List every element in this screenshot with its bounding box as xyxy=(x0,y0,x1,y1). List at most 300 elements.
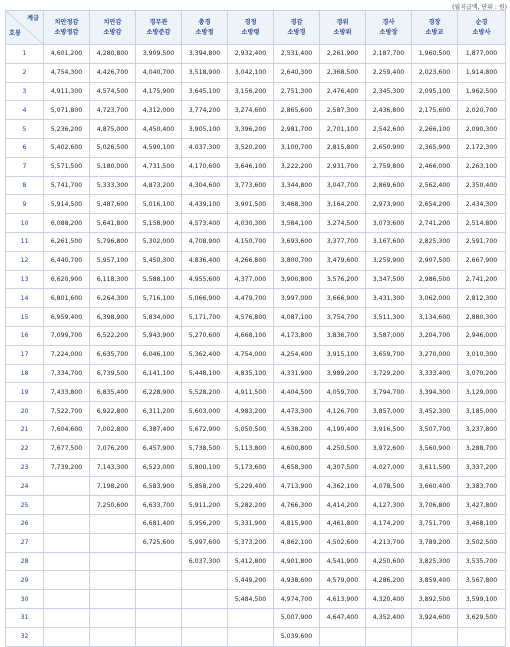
salary-cell xyxy=(90,571,136,590)
salary-cell: 4,254,400 xyxy=(274,345,320,364)
salary-cell: 3,924,600 xyxy=(412,608,458,627)
salary-cell: 3,134,600 xyxy=(412,308,458,327)
step-cell: 32 xyxy=(6,627,44,646)
fire-rank-label: 소방경 xyxy=(287,28,306,36)
salary-cell: 7,250,600 xyxy=(90,496,136,515)
salary-cell: 3,989,200 xyxy=(320,364,366,383)
salary-cell xyxy=(44,477,90,496)
salary-cell: 2,654,200 xyxy=(412,195,458,214)
table-row xyxy=(6,270,506,289)
salary-cell: 6,228,900 xyxy=(136,383,182,402)
salary-cell xyxy=(458,627,506,646)
salary-cell: 3,507,700 xyxy=(412,420,458,439)
salary-cell: 4,461,800 xyxy=(320,514,366,533)
salary-cell: 1,914,800 xyxy=(458,63,506,82)
salary-cell: 5,270,600 xyxy=(182,326,228,345)
salary-cell: 1,877,000 xyxy=(458,45,506,64)
salary-cell: 3,344,800 xyxy=(274,176,320,195)
salary-cell: 3,062,000 xyxy=(412,289,458,308)
salary-cell: 3,164,200 xyxy=(320,195,366,214)
step-cell: 9 xyxy=(6,195,44,214)
salary-table xyxy=(5,10,506,647)
salary-cell: 2,759,800 xyxy=(366,157,412,176)
salary-cell: 3,468,300 xyxy=(274,195,320,214)
salary-cell: 7,224,000 xyxy=(44,345,90,364)
salary-cell: 2,701,100 xyxy=(320,120,366,139)
salary-cell: 4,286,200 xyxy=(366,571,412,590)
salary-cell: 5,071,800 xyxy=(44,101,90,120)
salary-cell: 3,274,600 xyxy=(228,101,274,120)
salary-cell: 4,150,700 xyxy=(228,232,274,251)
salary-cell: 4,078,500 xyxy=(366,477,412,496)
salary-cell: 3,452,300 xyxy=(412,402,458,421)
salary-cell: 4,754,300 xyxy=(44,63,90,82)
salary-cell: 2,020,700 xyxy=(458,101,506,120)
salary-cell: 2,562,400 xyxy=(412,176,458,195)
salary-cell: 3,646,100 xyxy=(228,157,274,176)
salary-cell: 3,511,300 xyxy=(366,308,412,327)
salary-cell: 7,143,300 xyxy=(90,458,136,477)
salary-cell: 4,027,000 xyxy=(366,458,412,477)
salary-cell: 4,590,100 xyxy=(136,138,182,157)
step-cell: 21 xyxy=(6,420,44,439)
table-row xyxy=(6,214,506,233)
step-cell: 11 xyxy=(6,232,44,251)
salary-cell: 4,173,800 xyxy=(274,326,320,345)
salary-cell: 2,907,500 xyxy=(412,251,458,270)
salary-cell: 2,825,300 xyxy=(412,232,458,251)
salary-cell: 6,037,300 xyxy=(182,552,228,571)
salary-cell: 4,835,100 xyxy=(228,364,274,383)
step-cell: 28 xyxy=(6,552,44,571)
salary-cell: 6,583,900 xyxy=(136,477,182,496)
fire-rank-label: 소방령 xyxy=(241,28,260,36)
salary-cell: 2,434,300 xyxy=(458,195,506,214)
salary-cell: 5,672,900 xyxy=(182,420,228,439)
police-rank-label: 경정 xyxy=(244,18,257,26)
salary-cell: 2,932,400 xyxy=(228,45,274,64)
step-cell: 10 xyxy=(6,214,44,233)
police-rank-label: 순경 xyxy=(475,18,488,26)
salary-cell: 5,302,000 xyxy=(136,232,182,251)
salary-cell: 3,394,800 xyxy=(182,45,228,64)
fire-rank-label: 소방감 xyxy=(103,28,122,36)
salary-cell: 5,007,900 xyxy=(274,608,320,627)
salary-cell: 3,584,100 xyxy=(274,214,320,233)
salary-cell: 5,796,800 xyxy=(90,232,136,251)
salary-cell: 3,396,200 xyxy=(228,120,274,139)
salary-cell: 6,959,400 xyxy=(44,308,90,327)
salary-cell: 3,394,300 xyxy=(412,383,458,402)
salary-cell: 3,070,200 xyxy=(458,364,506,383)
salary-cell: 3,479,600 xyxy=(320,251,366,270)
salary-cell: 3,468,100 xyxy=(458,514,506,533)
rank-header xyxy=(458,11,506,45)
salary-cell: 2,261,900 xyxy=(320,45,366,64)
salary-cell: 3,383,700 xyxy=(458,477,506,496)
table-row xyxy=(6,326,506,345)
salary-cell: 5,282,200 xyxy=(228,496,274,515)
salary-cell: 4,331,900 xyxy=(274,364,320,383)
salary-cell: 5,956,200 xyxy=(182,514,228,533)
salary-cell: 4,613,900 xyxy=(320,590,366,609)
salary-cell: 3,167,600 xyxy=(366,232,412,251)
salary-cell: 6,522,200 xyxy=(90,326,136,345)
rank-header xyxy=(136,11,182,45)
salary-cell: 6,801,600 xyxy=(44,289,90,308)
salary-cell: 3,659,700 xyxy=(366,345,412,364)
salary-cell: 3,754,700 xyxy=(320,308,366,327)
salary-cell: 2,259,400 xyxy=(366,63,412,82)
corner-header xyxy=(6,11,44,45)
salary-cell: 3,560,900 xyxy=(412,439,458,458)
salary-cell: 5,588,100 xyxy=(136,270,182,289)
salary-cell: 2,345,300 xyxy=(366,82,412,101)
salary-cell: 7,198,200 xyxy=(90,477,136,496)
salary-cell: 4,723,700 xyxy=(90,101,136,120)
salary-cell xyxy=(90,514,136,533)
fire-rank-label: 소방정감 xyxy=(54,28,79,36)
header-row xyxy=(6,11,506,45)
salary-cell: 5,800,100 xyxy=(182,458,228,477)
salary-cell: 4,502,600 xyxy=(320,533,366,552)
salary-cell: 3,666,900 xyxy=(320,289,366,308)
salary-cell: 4,404,500 xyxy=(274,383,320,402)
salary-cell: 4,541,900 xyxy=(320,552,366,571)
salary-cell: 5,997,600 xyxy=(182,533,228,552)
salary-cell: 2,751,300 xyxy=(274,82,320,101)
salary-cell: 3,185,000 xyxy=(458,402,506,421)
police-rank-label: 경위 xyxy=(336,18,349,26)
table-row xyxy=(6,251,506,270)
salary-cell: 3,377,700 xyxy=(320,232,366,251)
salary-cell: 4,479,700 xyxy=(228,289,274,308)
step-cell: 14 xyxy=(6,289,44,308)
salary-cell xyxy=(90,590,136,609)
salary-cell: 4,862,100 xyxy=(274,533,320,552)
salary-cell: 7,099,700 xyxy=(44,326,90,345)
salary-cell: 2,368,500 xyxy=(320,63,366,82)
salary-cell: 3,073,600 xyxy=(366,214,412,233)
table-row xyxy=(6,120,506,139)
salary-cell: 6,118,300 xyxy=(90,270,136,289)
salary-cell: 3,576,200 xyxy=(320,270,366,289)
salary-cell: 2,476,400 xyxy=(320,82,366,101)
table-row xyxy=(6,138,506,157)
salary-cell: 4,473,300 xyxy=(274,402,320,421)
table-body xyxy=(6,45,506,647)
table-row xyxy=(6,232,506,251)
corner-rank-label: 계급 xyxy=(27,15,39,22)
salary-cell xyxy=(228,627,274,646)
salary-cell: 4,754,000 xyxy=(228,345,274,364)
salary-cell: 4,836,400 xyxy=(182,251,228,270)
salary-cell: 2,090,300 xyxy=(458,120,506,139)
salary-cell: 5,373,200 xyxy=(228,533,274,552)
salary-cell: 3,836,700 xyxy=(320,326,366,345)
salary-cell: 5,834,000 xyxy=(136,308,182,327)
salary-cell: 5,450,300 xyxy=(136,251,182,270)
salary-cell xyxy=(412,627,458,646)
salary-cell: 3,857,000 xyxy=(366,402,412,421)
salary-cell: 4,030,300 xyxy=(228,214,274,233)
salary-cell xyxy=(320,627,366,646)
table-row xyxy=(6,82,506,101)
table-row xyxy=(6,63,506,82)
salary-cell: 4,352,400 xyxy=(366,608,412,627)
table-row xyxy=(6,458,506,477)
salary-cell: 6,681,400 xyxy=(136,514,182,533)
salary-cell: 4,911,500 xyxy=(228,383,274,402)
step-cell: 1 xyxy=(6,45,44,64)
salary-cell: 4,708,900 xyxy=(182,232,228,251)
salary-cell xyxy=(44,533,90,552)
unit-note: (월지급액, 단위 : 원) xyxy=(452,4,507,11)
step-cell: 27 xyxy=(6,533,44,552)
salary-cell: 5,448,100 xyxy=(182,364,228,383)
rank-header xyxy=(44,11,90,45)
salary-cell xyxy=(90,552,136,571)
table-row xyxy=(6,289,506,308)
salary-cell: 3,751,700 xyxy=(412,514,458,533)
salary-cell: 5,180,000 xyxy=(90,157,136,176)
salary-cell: 2,931,700 xyxy=(320,157,366,176)
table-row xyxy=(6,364,506,383)
salary-cell: 2,741,200 xyxy=(412,214,458,233)
step-cell: 8 xyxy=(6,176,44,195)
salary-cell: 4,668,100 xyxy=(228,326,274,345)
salary-cell: 3,587,000 xyxy=(366,326,412,345)
salary-cell: 3,274,500 xyxy=(320,214,366,233)
salary-cell: 3,204,700 xyxy=(412,326,458,345)
salary-cell xyxy=(182,627,228,646)
salary-cell: 4,815,900 xyxy=(274,514,320,533)
table-row xyxy=(6,590,506,609)
step-cell: 17 xyxy=(6,345,44,364)
salary-cell: 3,518,900 xyxy=(182,63,228,82)
salary-cell: 3,773,600 xyxy=(228,176,274,195)
rank-header xyxy=(366,11,412,45)
salary-cell xyxy=(182,608,228,627)
salary-cell: 3,156,200 xyxy=(228,82,274,101)
salary-cell: 5,026,500 xyxy=(90,138,136,157)
salary-cell: 2,023,600 xyxy=(412,63,458,82)
salary-cell: 4,574,500 xyxy=(90,82,136,101)
step-cell: 30 xyxy=(6,590,44,609)
fire-rank-label: 소방장 xyxy=(379,28,398,36)
salary-cell: 3,825,300 xyxy=(412,552,458,571)
salary-cell xyxy=(136,608,182,627)
salary-cell: 7,076,200 xyxy=(90,439,136,458)
step-cell: 4 xyxy=(6,101,44,120)
salary-cell: 4,059,700 xyxy=(320,383,366,402)
salary-cell: 6,725,600 xyxy=(136,533,182,552)
salary-cell: 2,981,700 xyxy=(274,120,320,139)
salary-cell: 5,449,200 xyxy=(228,571,274,590)
salary-cell: 5,039,600 xyxy=(274,627,320,646)
salary-cell: 3,222,200 xyxy=(274,157,320,176)
step-cell: 3 xyxy=(6,82,44,101)
salary-cell: 3,042,100 xyxy=(228,63,274,82)
police-rank-label: 경장 xyxy=(428,18,441,26)
salary-cell: 3,859,400 xyxy=(412,571,458,590)
fire-rank-label: 소방정 xyxy=(195,28,214,36)
salary-cell: 6,457,900 xyxy=(136,439,182,458)
table-row xyxy=(6,176,506,195)
salary-cell xyxy=(44,514,90,533)
salary-cell: 6,835,400 xyxy=(90,383,136,402)
table-row xyxy=(6,514,506,533)
table-row xyxy=(6,308,506,327)
salary-cell: 4,250,500 xyxy=(320,439,366,458)
salary-cell: 2,542,600 xyxy=(366,120,412,139)
step-cell: 13 xyxy=(6,270,44,289)
rank-header xyxy=(182,11,228,45)
salary-cell: 5,738,500 xyxy=(182,439,228,458)
table-row xyxy=(6,608,506,627)
salary-cell: 4,312,000 xyxy=(136,101,182,120)
salary-cell: 6,046,100 xyxy=(136,345,182,364)
salary-cell: 2,531,400 xyxy=(274,45,320,64)
salary-cell: 4,174,200 xyxy=(366,514,412,533)
salary-cell: 4,600,800 xyxy=(274,439,320,458)
salary-cell: 3,129,000 xyxy=(458,383,506,402)
salary-cell: 4,911,300 xyxy=(44,82,90,101)
salary-cell xyxy=(90,533,136,552)
salary-cell: 3,916,500 xyxy=(366,420,412,439)
step-cell: 12 xyxy=(6,251,44,270)
salary-cell: 5,113,800 xyxy=(228,439,274,458)
salary-cell: 6,088,200 xyxy=(44,214,90,233)
salary-cell: 5,957,100 xyxy=(90,251,136,270)
salary-cell: 7,334,700 xyxy=(44,364,90,383)
table-row xyxy=(6,439,506,458)
salary-cell: 5,943,900 xyxy=(136,326,182,345)
salary-cell: 3,431,300 xyxy=(366,289,412,308)
salary-cell: 3,288,700 xyxy=(458,439,506,458)
salary-cell: 2,350,400 xyxy=(458,176,506,195)
salary-cell: 4,601,200 xyxy=(44,45,90,64)
salary-cell: 3,794,700 xyxy=(366,383,412,402)
salary-cell: 2,263,100 xyxy=(458,157,506,176)
table-row xyxy=(6,345,506,364)
table-row xyxy=(6,477,506,496)
salary-cell: 3,047,700 xyxy=(320,176,366,195)
salary-cell: 3,611,500 xyxy=(412,458,458,477)
salary-cell: 3,237,800 xyxy=(458,420,506,439)
salary-cell: 4,170,600 xyxy=(182,157,228,176)
salary-cell: 6,264,300 xyxy=(90,289,136,308)
salary-cell: 2,365,900 xyxy=(412,138,458,157)
salary-cell: 2,466,000 xyxy=(412,157,458,176)
rank-header xyxy=(320,11,366,45)
salary-cell: 4,647,400 xyxy=(320,608,366,627)
salary-cell xyxy=(44,552,90,571)
step-cell: 5 xyxy=(6,120,44,139)
salary-cell: 7,604,600 xyxy=(44,420,90,439)
fire-rank-label: 소방준감 xyxy=(146,28,171,36)
salary-cell: 4,938,600 xyxy=(274,571,320,590)
salary-cell: 6,633,700 xyxy=(136,496,182,515)
table-row xyxy=(6,45,506,64)
salary-cell: 3,905,100 xyxy=(182,120,228,139)
salary-cell xyxy=(136,590,182,609)
salary-cell: 3,599,100 xyxy=(458,590,506,609)
salary-cell xyxy=(182,590,228,609)
salary-cell: 4,175,900 xyxy=(136,82,182,101)
salary-cell: 4,579,000 xyxy=(320,571,366,590)
step-cell: 15 xyxy=(6,308,44,327)
step-cell: 16 xyxy=(6,326,44,345)
salary-cell: 3,270,000 xyxy=(412,345,458,364)
step-cell: 19 xyxy=(6,383,44,402)
salary-cell: 5,402,600 xyxy=(44,138,90,157)
salary-cell: 6,387,400 xyxy=(136,420,182,439)
salary-cell: 4,576,800 xyxy=(228,308,274,327)
step-cell: 23 xyxy=(6,458,44,477)
rank-header xyxy=(90,11,136,45)
salary-cell: 2,946,000 xyxy=(458,326,506,345)
salary-cell: 5,858,200 xyxy=(182,477,228,496)
table-row xyxy=(6,420,506,439)
step-cell: 7 xyxy=(6,157,44,176)
salary-cell: 2,514,800 xyxy=(458,214,506,233)
salary-cell: 2,266,100 xyxy=(412,120,458,139)
salary-cell: 4,126,700 xyxy=(320,402,366,421)
salary-cell: 4,873,200 xyxy=(136,176,182,195)
salary-cell: 4,658,300 xyxy=(274,458,320,477)
salary-cell: 1,960,500 xyxy=(412,45,458,64)
salary-cell: 4,320,400 xyxy=(366,590,412,609)
salary-cell: 3,010,300 xyxy=(458,345,506,364)
police-rank-label: 경감 xyxy=(290,18,303,26)
salary-cell: 2,973,900 xyxy=(366,195,412,214)
fire-rank-label: 소방위 xyxy=(333,28,352,36)
salary-cell: 2,667,900 xyxy=(458,251,506,270)
salary-cell: 5,412,800 xyxy=(228,552,274,571)
table-row xyxy=(6,627,506,646)
salary-cell: 4,304,600 xyxy=(182,176,228,195)
salary-cell: 4,875,000 xyxy=(90,120,136,139)
table-row xyxy=(6,552,506,571)
salary-cell: 4,250,600 xyxy=(366,552,412,571)
salary-cell: 3,892,500 xyxy=(412,590,458,609)
table-row xyxy=(6,157,506,176)
table-row xyxy=(6,195,506,214)
salary-cell: 2,865,600 xyxy=(274,101,320,120)
salary-cell: 4,974,700 xyxy=(274,590,320,609)
salary-cell: 3,789,200 xyxy=(412,533,458,552)
rank-header xyxy=(274,11,320,45)
salary-cell: 4,414,200 xyxy=(320,496,366,515)
salary-cell: 4,426,700 xyxy=(90,63,136,82)
salary-cell: 5,158,900 xyxy=(136,214,182,233)
step-cell: 24 xyxy=(6,477,44,496)
step-cell: 18 xyxy=(6,364,44,383)
salary-cell: 3,972,600 xyxy=(366,439,412,458)
salary-cell: 3,909,500 xyxy=(136,45,182,64)
table-row xyxy=(6,571,506,590)
salary-cell: 6,440,700 xyxy=(44,251,90,270)
salary-cell: 4,983,200 xyxy=(228,402,274,421)
salary-cell: 3,347,500 xyxy=(366,270,412,289)
salary-cell: 3,900,800 xyxy=(274,270,320,289)
salary-cell: 4,362,100 xyxy=(320,477,366,496)
salary-cell: 3,629,500 xyxy=(458,608,506,627)
salary-cell: 4,307,500 xyxy=(320,458,366,477)
step-cell: 31 xyxy=(6,608,44,627)
salary-cell: 4,280,800 xyxy=(90,45,136,64)
